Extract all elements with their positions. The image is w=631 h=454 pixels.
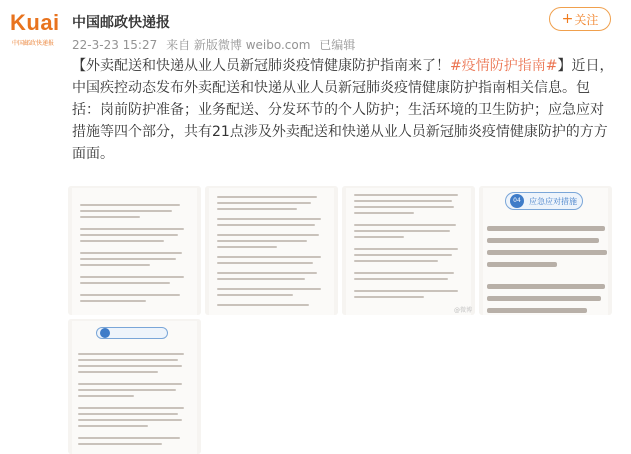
post-meta	[72, 36, 360, 53]
text-line	[78, 437, 180, 439]
text-line	[78, 383, 182, 385]
text-line	[217, 262, 313, 264]
text-line	[217, 288, 321, 290]
image-thumb-2[interactable]	[205, 186, 338, 315]
text-line	[80, 216, 140, 218]
text-line	[354, 194, 458, 196]
image-thumb-1[interactable]	[68, 186, 201, 315]
thumb-page	[209, 188, 334, 315]
text-line	[217, 218, 321, 220]
text-line	[217, 234, 319, 236]
text-line	[487, 262, 557, 267]
text-line	[80, 276, 184, 278]
text-line	[217, 224, 315, 226]
text-line	[78, 395, 134, 397]
text-line	[78, 425, 148, 427]
text-line	[80, 228, 184, 230]
text-line	[354, 224, 456, 226]
text-line	[80, 264, 150, 266]
text-line	[487, 296, 601, 301]
text-line	[78, 371, 158, 373]
text-line	[217, 202, 311, 204]
post-source[interactable]: 来自 新版微博 weibo.com	[166, 38, 311, 52]
text-line	[80, 210, 172, 212]
section-title: 应急应对措施	[529, 197, 577, 206]
text-line	[80, 252, 182, 254]
text-line	[487, 250, 607, 255]
text-line	[217, 240, 307, 242]
thumb-page	[346, 188, 471, 315]
section-number: 04	[513, 197, 521, 204]
plus-icon: +	[561, 11, 574, 27]
text-line	[217, 272, 317, 274]
text-line	[487, 308, 587, 313]
account-avatar[interactable]	[10, 8, 60, 52]
edited-label[interactable]: 已编辑	[319, 38, 356, 52]
text-line	[78, 365, 182, 367]
image-watermark: @微博	[453, 307, 472, 314]
text-line	[217, 246, 277, 248]
text-line	[78, 419, 182, 421]
text-line	[78, 353, 184, 355]
text-line	[354, 212, 414, 214]
hashtag-link[interactable]: #疫情防护指南#	[450, 58, 558, 74]
image-thumb-3[interactable]	[342, 186, 475, 315]
text-line	[80, 258, 176, 260]
text-line	[217, 196, 317, 198]
text-line	[354, 260, 438, 262]
text-line	[354, 278, 448, 280]
text-line	[217, 294, 293, 296]
text-line	[80, 204, 180, 206]
text-line	[487, 238, 599, 243]
author-name[interactable]: 中国邮政快递报	[72, 15, 170, 31]
text-line	[78, 413, 178, 415]
post-text-before: 【外卖配送和快递从业人员新冠肺炎疫情健康防护指南来了！	[72, 58, 450, 74]
image-thumb-4[interactable]	[479, 186, 612, 315]
follow-button[interactable]	[549, 7, 611, 31]
thumb-page	[483, 188, 608, 315]
logo-subtext: 中国邮政快递报	[12, 40, 55, 47]
text-line	[354, 254, 452, 256]
text-line	[217, 256, 321, 258]
text-line	[80, 294, 180, 296]
text-line	[487, 226, 605, 231]
thumb-page	[72, 321, 197, 454]
text-line	[78, 443, 162, 445]
image-thumb-5[interactable]	[68, 319, 201, 454]
post-text	[72, 55, 617, 165]
text-line	[217, 278, 305, 280]
text-line	[80, 300, 146, 302]
text-line	[354, 236, 404, 238]
text-line	[217, 208, 297, 210]
text-line	[354, 206, 454, 208]
text-line	[354, 230, 450, 232]
text-line	[78, 407, 184, 409]
thumb-page	[72, 188, 197, 315]
post-text-after: 】近日，中国疾控动态发布外卖配送和快递从业人员新冠肺炎疫情健康防护指南相关信息。包括：岗前防护准备；业务配送、分发环节的个人防护；生活环境的卫生防护；应急应对措施等四个部分，共有21点涉及外卖配送和快递从业人员新冠肺炎疫情健康防护的方方面面。	[72, 58, 614, 162]
text-line	[78, 359, 178, 361]
text-line	[354, 296, 424, 298]
post-time[interactable]: 22-3-23 15:27	[72, 38, 158, 52]
follow-label: 关注	[574, 12, 599, 27]
text-line	[78, 389, 176, 391]
section-number-badge	[100, 328, 110, 338]
text-line	[80, 240, 164, 242]
logo-text: Kuai	[10, 10, 60, 35]
text-line	[80, 234, 178, 236]
text-line	[354, 248, 458, 250]
text-line	[354, 200, 452, 202]
text-line	[80, 282, 170, 284]
text-line	[354, 272, 454, 274]
text-line	[487, 284, 605, 289]
text-line	[354, 290, 458, 292]
text-line	[217, 304, 309, 306]
